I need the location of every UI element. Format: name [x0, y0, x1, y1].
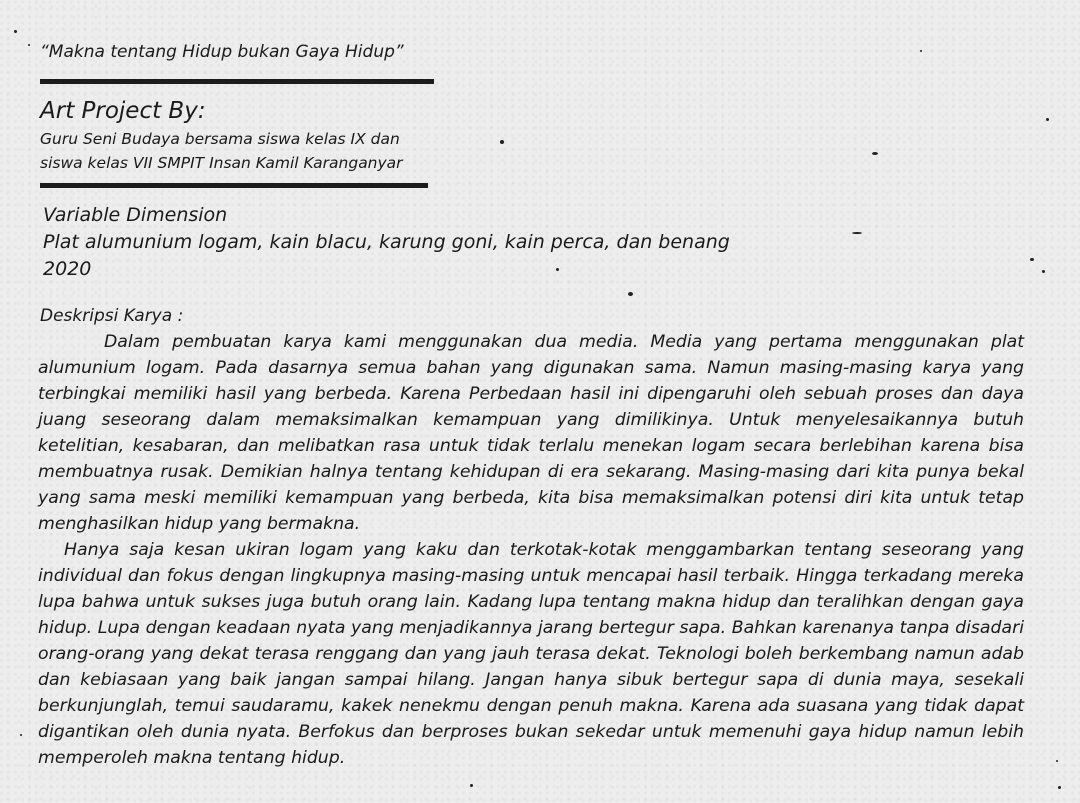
materials-text: Plat alumunium logam, kain blacu, karung goni, kain perca, dan benang — [43, 231, 730, 253]
dimension-text: Variable Dimension — [43, 204, 228, 226]
dust-speck — [20, 734, 22, 736]
dust-speck — [852, 232, 862, 234]
dust-speck — [1046, 118, 1049, 121]
credit-line: siswa kelas VII SMPIT Insan Kamil Karanganyar — [40, 154, 403, 172]
dust-speck — [556, 268, 559, 271]
quote-title: “Makna tentang Hidup bukan Gaya Hidup” — [40, 42, 404, 62]
dust-speck — [28, 44, 30, 46]
dust-speck — [872, 152, 878, 155]
divider-rule — [40, 183, 428, 188]
description-paragraph: Dalam pembuatan karya kami menggunakan dua media. Media yang pertama menggunakan plat alumunium logam. Pada dasarnya semua bahan yang digunakan sama. Namun masing-masing karya yang terbingkai memiliki hasil yang berbeda. Karena Perbedaan hasil ini dipengaruhi oleh sebuah proses dan daya juang seseorang dalam memaksimalkan kemampuan yang dimilikinya. Untuk menyelesaikannya butuh ketelitian, kesabaran, dan melibatkan rasa untuk tidak terlalu menekan logam secara berlebihan karena bisa membuatnya rusak. Demikian halnya tentang kehidupan di era sekarang. Masing-masing dari kita punya bekal yang sama meski memiliki kemampuan yang berbeda, kita bisa memaksimalkan potensi diri kita untuk tetap menghasilkan hidup yang bermakna. — [38, 332, 1024, 534]
dust-speck — [500, 140, 504, 144]
dust-speck — [920, 50, 922, 52]
description-paragraph: Hanya saja kesan ukiran logam yang kaku dan terkotak-kotak menggambarkan tentang seseorang yang individual dan fokus dengan lingkupnya masing-masing untuk mencapai hasil terbaik. Hingga terkadang mereka lupa bahwa untuk sukses juga butuh orang lain. Kadang lupa tentang makna hidup dan teralihkan dengan gaya hidup. Lupa dengan keadaan nyata yang menjadikannya jarang bertegur sapa. Bahkan karenanya tanpa disadari orang-orang yang dekat terasa renggang dan yang jauh terasa dekat. Teknologi boleh berkembang namun adab dan kebiasaan yang baik jangan sampai hilang. Jangan hanya sibuk bertegur sapa di dunia maya, sesekali berkunjunglah, temui saudaramu, kakek nenekmu dengan penuh makna. Karena ada suasana yang tidak dapat digantikan oleh dunia nyata. Berfokus dan berproses bukan sekedar untuk memenuhi gaya hidup namun lebih memperoleh makna tentang hidup. — [38, 540, 1024, 768]
dust-speck — [14, 30, 17, 33]
credit-line: Guru Seni Budaya bersama siswa kelas IX dan — [40, 130, 400, 148]
description-body — [38, 329, 1024, 771]
dust-speck — [1056, 760, 1058, 762]
dust-speck — [628, 292, 633, 296]
divider-rule — [40, 79, 434, 84]
dust-speck — [1042, 270, 1045, 273]
dust-speck — [1058, 786, 1061, 789]
art-project-label: Art Project By: — [40, 98, 206, 124]
dust-speck — [470, 784, 473, 787]
dust-speck — [1030, 258, 1034, 261]
description-heading: Deskripsi Karya : — [40, 306, 184, 326]
year-text: 2020 — [43, 258, 92, 280]
